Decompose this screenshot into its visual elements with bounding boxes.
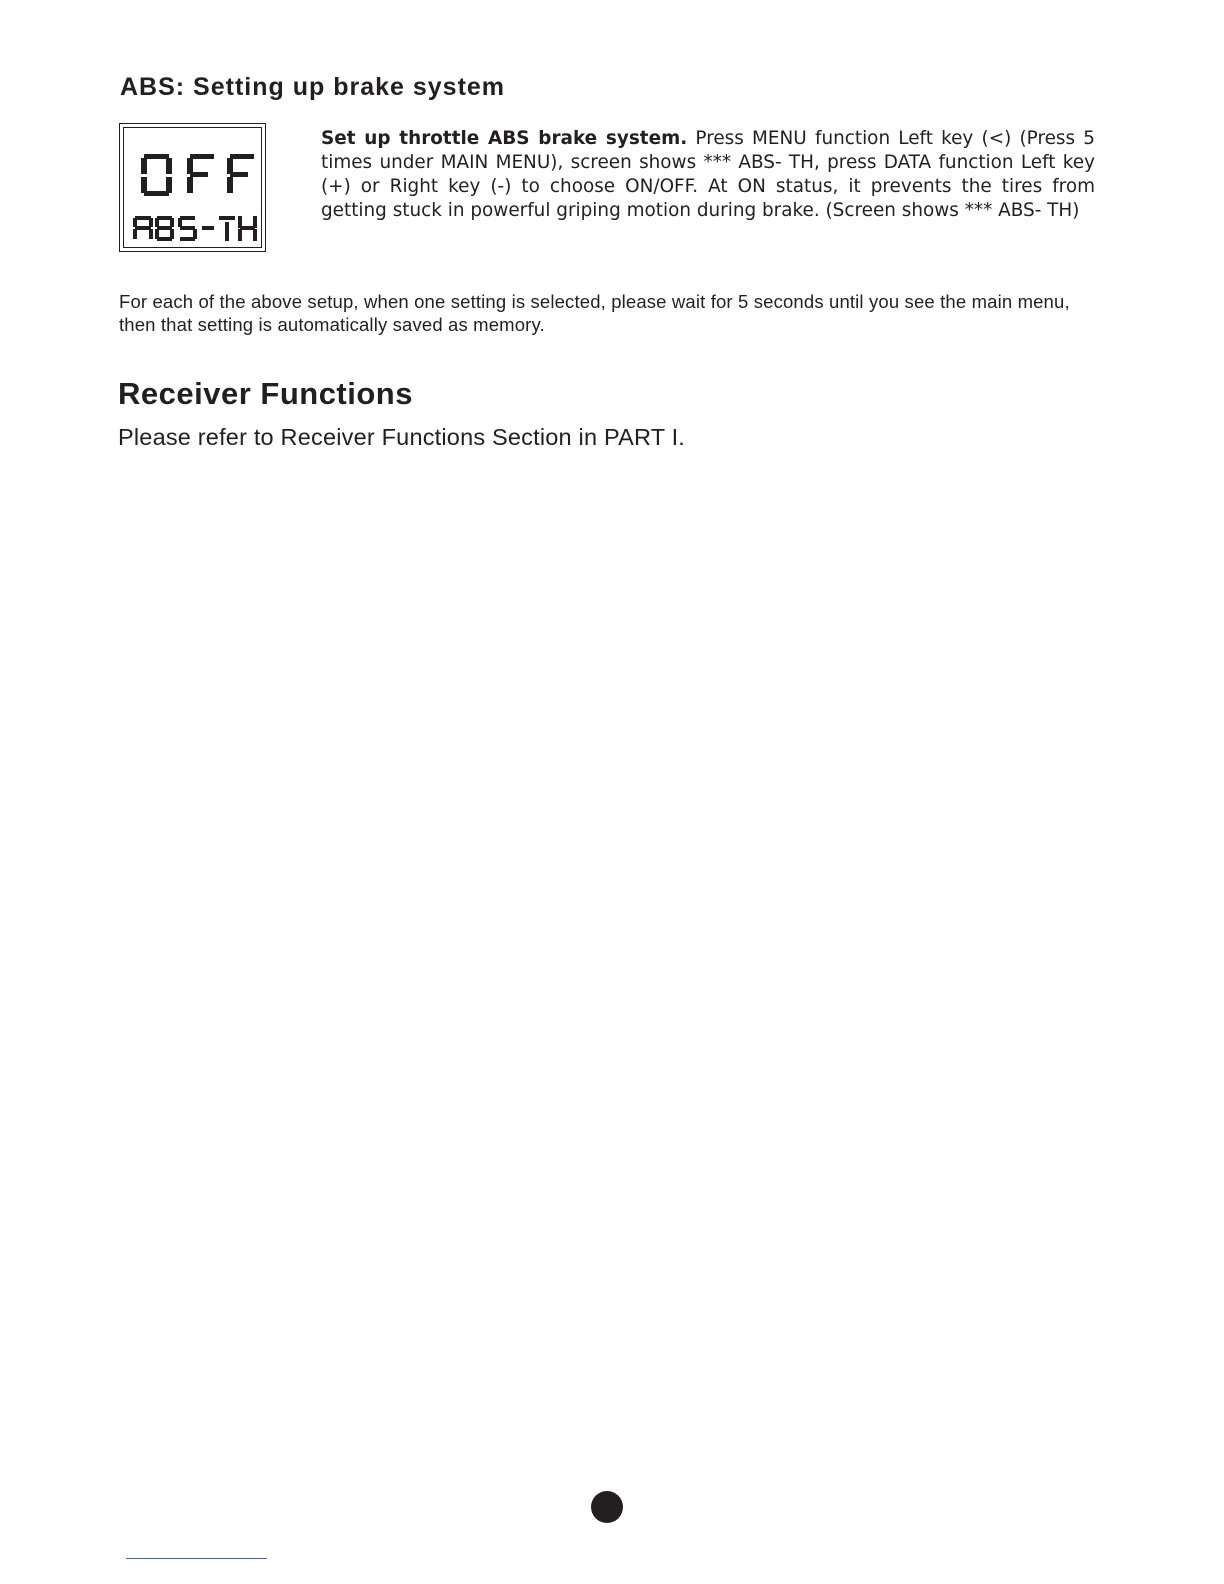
bottom-rule [126, 1558, 267, 1559]
page-marker-dot [591, 1491, 623, 1523]
abs-description-bold: Set up throttle ABS brake system. [321, 128, 688, 149]
lcd-top-text [141, 154, 254, 196]
save-note: For each of the above setup, when one setting is selected, please wait for 5 seconds until you see the main menu, then that setting is automatically saved as memory. [119, 291, 1070, 335]
lcd-screen [123, 127, 262, 248]
receiver-functions-title: Receiver Functions [118, 376, 413, 411]
abs-description-text: Press MENU function Left key (<) (Press 5 times under MAIN MENU), screen shows *** ABS- TH, press DATA function Left key (+) or Right key (-) to choose ON/OFF. At ON status, it prevents the tires from getting stuck in powerful griping motion during brake. (Screen shows *** ABS- TH) [321, 128, 1095, 221]
lcd-segment-graphic [124, 128, 260, 246]
receiver-functions-reference: Please refer to Receiver Functions Section in PART I. [118, 424, 686, 450]
lcd-bottom-text [133, 216, 257, 241]
lcd-display-illustration [119, 123, 266, 252]
abs-section-title: ABS: Setting up brake system [120, 73, 506, 101]
abs-description [321, 127, 1095, 223]
